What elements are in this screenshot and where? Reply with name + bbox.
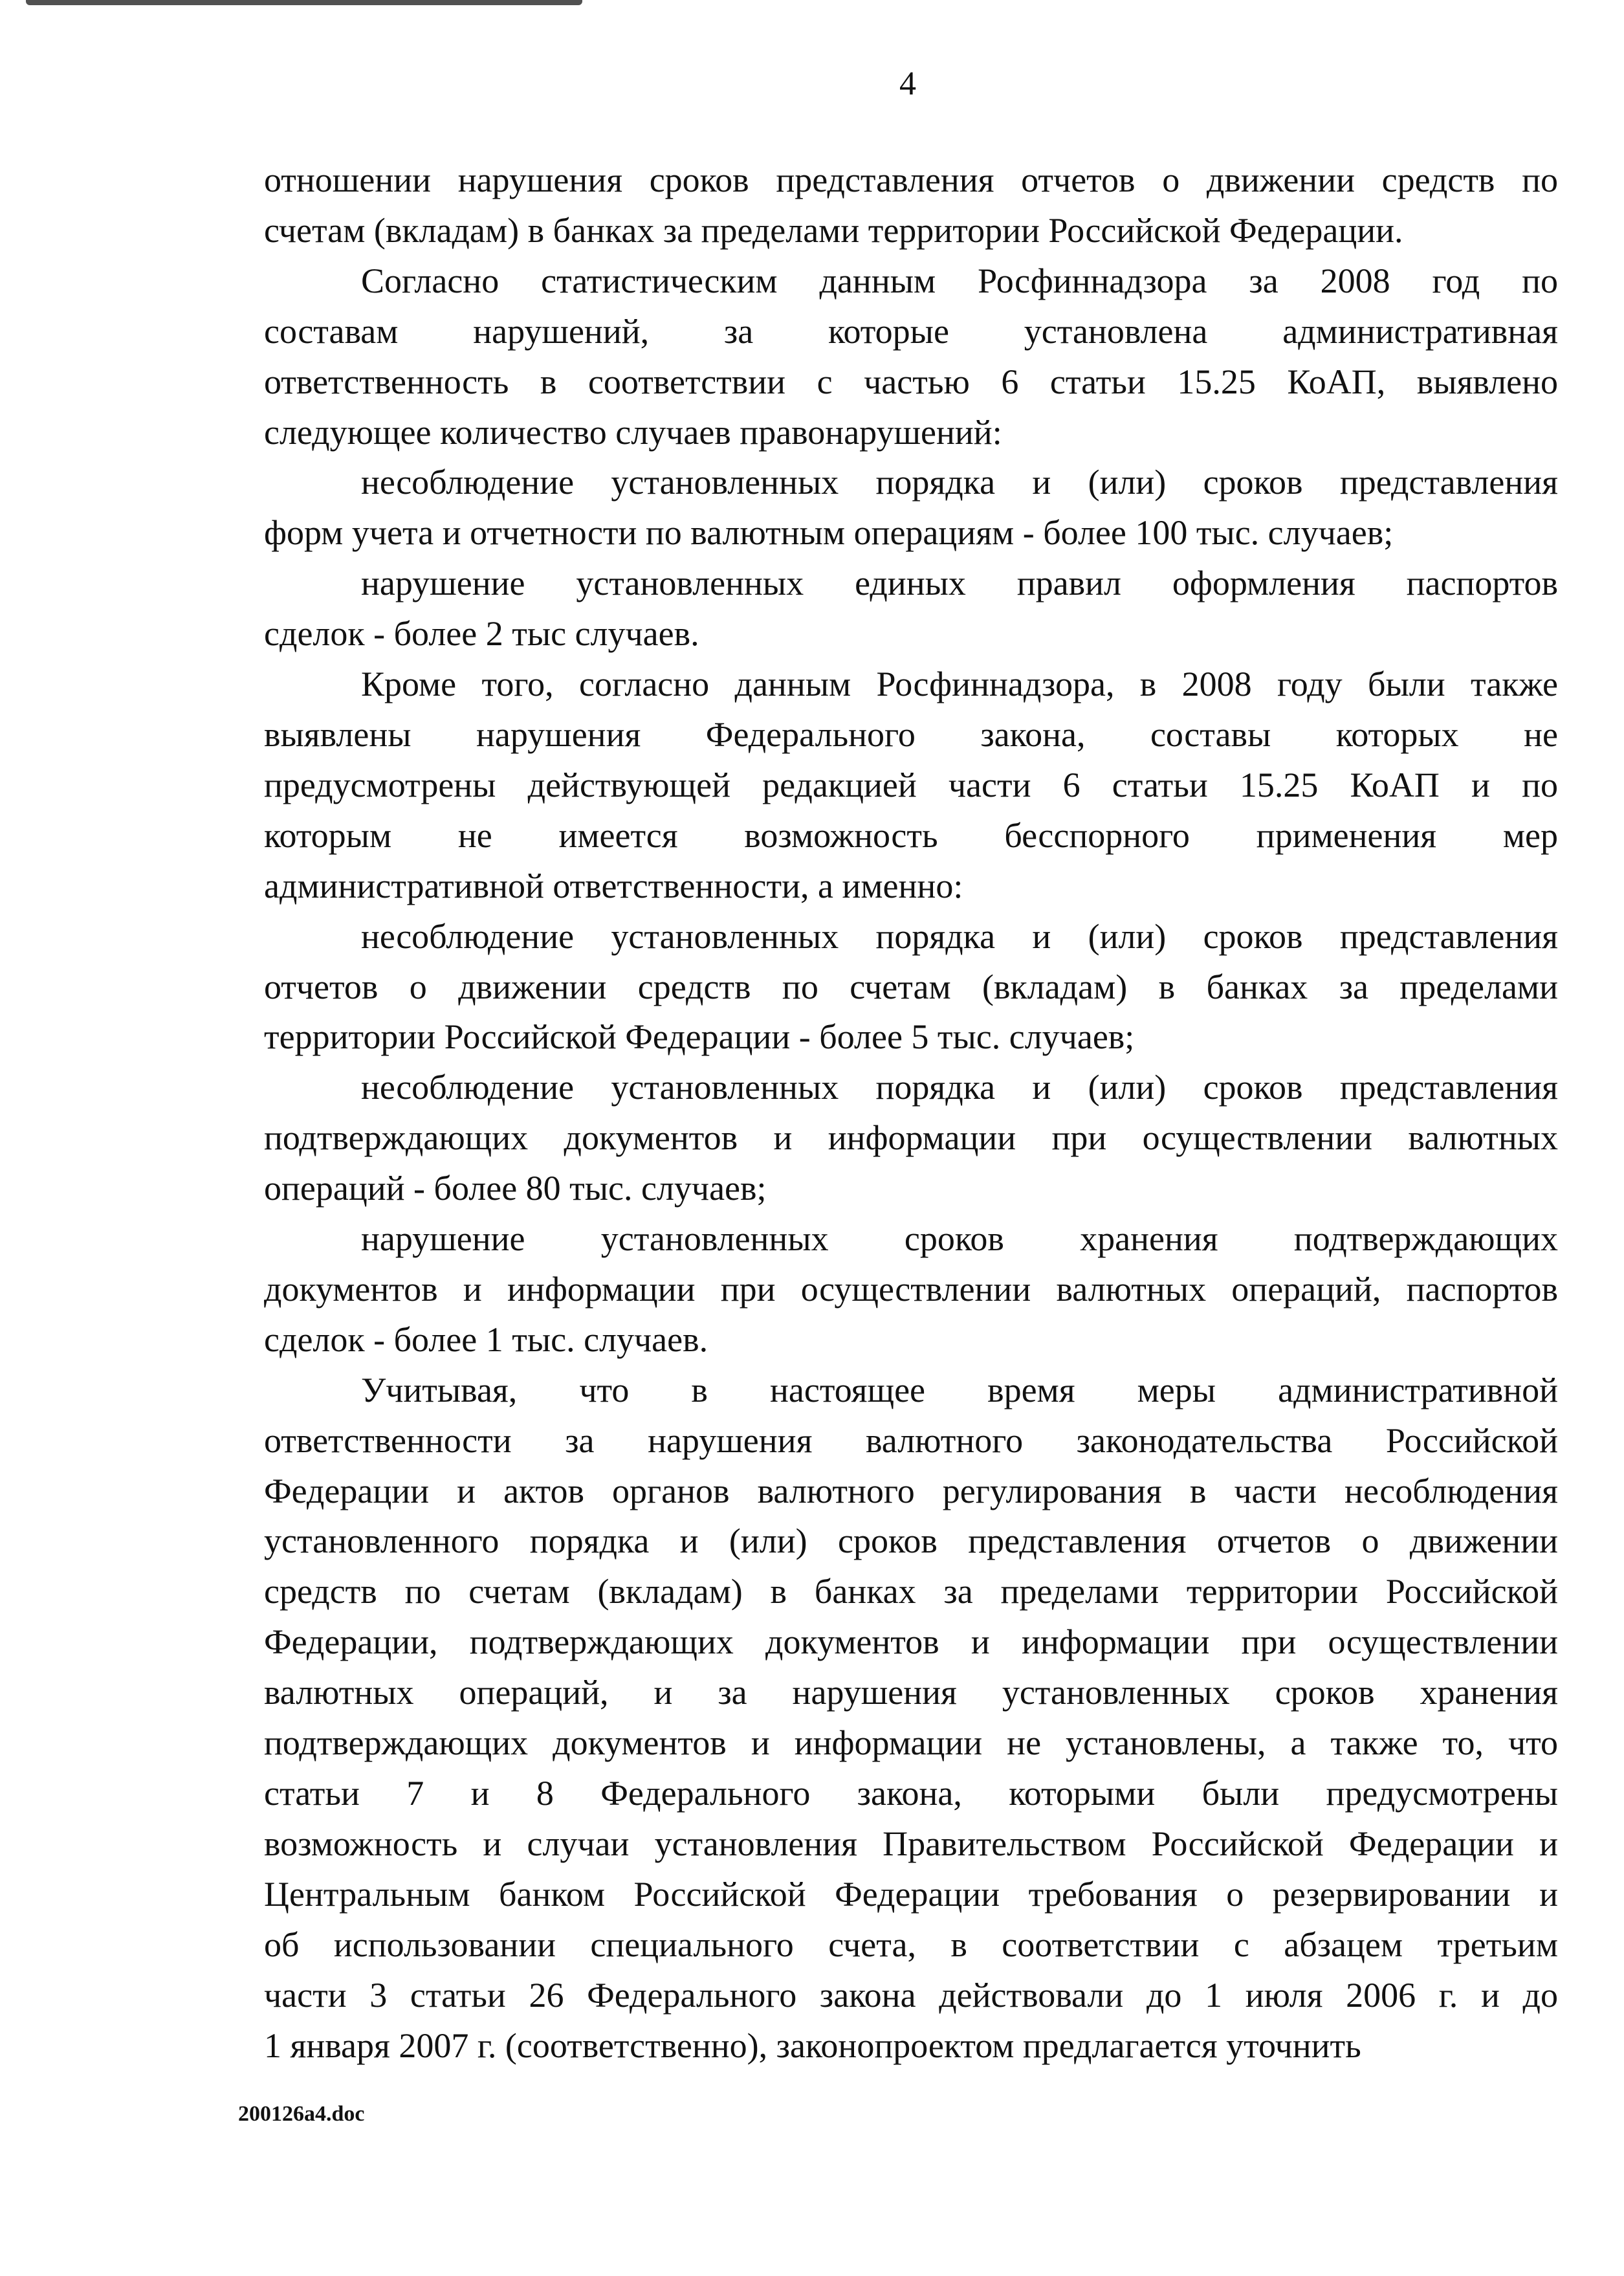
text-line: административной ответственности, а именно:: [264, 866, 963, 905]
text-line: установленного порядка и (или) сроков представления отчетов о движении: [264, 1521, 1558, 1561]
paragraph: [264, 1063, 1558, 1214]
text-line: статьи 7 и 8 Федерального закона, которыми были предусмотрены: [264, 1774, 1558, 1813]
text-line: сделок - более 2 тыс случаев.: [264, 614, 699, 654]
text-line: подтверждающих документов и информации не установлены, а также то, что: [264, 1723, 1558, 1763]
text-line: несоблюдение установленных порядка и (или) сроков представления: [361, 916, 1558, 956]
text-line: Федерации, подтверждающих документов и информации при осуществлении: [264, 1622, 1558, 1662]
text-line: предусмотрены действующей редакцией части 6 статьи 15.25 КоАП и по: [264, 765, 1558, 804]
text-line: валютных операций, и за нарушения установленных сроков хранения: [264, 1673, 1558, 1712]
scan-edge-mark: [26, 0, 582, 5]
text-line: счетам (вкладам) в банках за пределами территории Российской Федерации.: [264, 210, 1403, 250]
footer-filename: 200126a4.doc: [238, 2102, 365, 2126]
text-line: Центральным банком Российской Федерации требования о резервировании и: [264, 1874, 1558, 1914]
text-line: отчетов о движении средств по счетам (вкладам) в банках за пределами: [264, 967, 1558, 1006]
text-line: возможность и случаи установления Правительством Российской Федерации и: [264, 1824, 1558, 1863]
paragraph: [264, 558, 1558, 659]
text-line: нарушение установленных сроков хранения подтверждающих: [361, 1219, 1558, 1259]
text-line: Учитывая, что в настоящее время меры административной: [361, 1370, 1558, 1409]
text-line: ответственность в соответствии с частью 6 статьи 15.25 КоАП, выявлено: [264, 362, 1558, 401]
paragraph: [264, 458, 1558, 558]
paragraph: [264, 256, 1558, 458]
text-line: несоблюдение установленных порядка и (или) сроков представления: [361, 1068, 1558, 1107]
text-line: Федерации и актов органов валютного регулирования в части несоблюдения: [264, 1471, 1558, 1510]
paragraph: [264, 1365, 1558, 2072]
text-line: операций - более 80 тыс. случаев;: [264, 1169, 767, 1208]
paragraph: [264, 1214, 1558, 1365]
text-line: следующее количество случаев правонарушений:: [264, 412, 1002, 452]
text-line: нарушение установленных единых правил оформления паспортов: [361, 564, 1558, 603]
text-line: составам нарушений, за которые установлена административная: [264, 311, 1558, 351]
text-line: сделок - более 1 тыс. случаев.: [264, 1320, 708, 1359]
paragraph: [264, 155, 1558, 256]
text-line: отношении нарушения сроков представления отчетов о движении средств по: [264, 160, 1558, 199]
text-line: части 3 статьи 26 Федерального закона действовали до 1 июля 2006 г. и до: [264, 1975, 1558, 2015]
text-line: выявлены нарушения Федерального закона, составы которых не: [264, 714, 1558, 754]
text-line: подтверждающих документов и информации при осуществлении валютных: [264, 1118, 1558, 1158]
text-line: которым не имеется возможность бесспорного применения мер: [264, 815, 1558, 855]
text-line: документов и информации при осуществлении валютных операций, паспортов: [264, 1269, 1558, 1309]
text-line: Кроме того, согласно данным Росфиннадзора, в 2008 году были также: [361, 665, 1558, 704]
text-line: средств по счетам (вкладам) в банках за пределами территории Российской: [264, 1572, 1558, 1611]
text-line: территории Российской Федерации - более 5 тыс. случаев;: [264, 1017, 1135, 1057]
text-line: форм учета и отчетности по валютным операциям - более 100 тыс. случаев;: [264, 513, 1394, 553]
text-line: ответственности за нарушения валютного законодательства Российской: [264, 1420, 1558, 1460]
text-line: об использовании специального счета, в соответствии с абзацем третьим: [264, 1925, 1558, 1964]
document-body: [264, 155, 1558, 2071]
text-line: 1 января 2007 г. (соответственно), законопроектом предлагается уточнить: [264, 2026, 1361, 2065]
text-line: несоблюдение установленных порядка и (или) сроков представления: [361, 463, 1558, 502]
paragraph: [264, 912, 1558, 1063]
page-number: 4: [899, 65, 916, 102]
text-line: Согласно статистическим данным Росфиннадзора за 2008 год по: [361, 261, 1558, 300]
paragraph: [264, 659, 1558, 912]
